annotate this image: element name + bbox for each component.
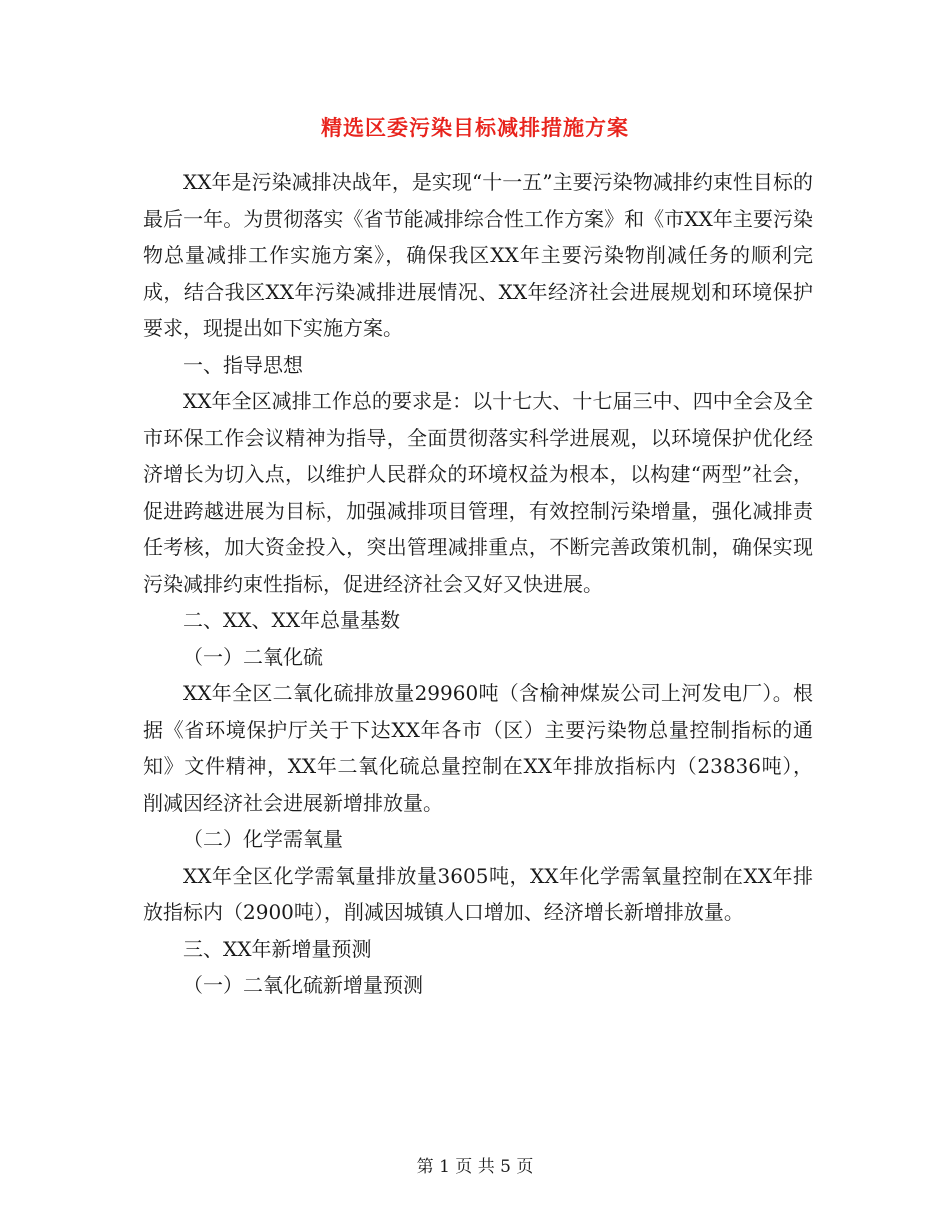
cod-paragraph: XX年全区化学需氧量排放量3605吨，XX年化学需氧量控制在XX年排放指标内（2900吨），削减因城镇人口增加、经济增长新增排放量。 [143,863,813,924]
document-title: 精选区委污染目标减排措施方案 [321,115,629,140]
subheading-cod: （二）化学需氧量 [183,827,343,851]
document-body [143,164,813,1004]
subheading-sulfur-dioxide: （一）二氧化硫 [183,644,323,669]
section-heading-total-base: 二、XX、XX年总量基数 [183,608,400,632]
intro-paragraph: XX年是污染减排决战年，是实现“十一五”主要污染物减排约束性目标的最后一年。为贯彻落实《省节能减排综合性工作方案》和《市XX年主要污染物总量减排工作实施方案》，确保我区XX年主要污染物削减任务的顺利完成，结合我区XX年污染减排进展情况、XX年经济社会进展规划和环境保护要求，现提出如下实施方案。 [143,170,813,340]
section-heading-guiding-ideology: 一、指导思想 [183,352,303,377]
guiding-ideology-paragraph: XX年全区减排工作总的要求是：以十七大、十七届三中、四中全会及全市环保工作会议精神为指导，全面贯彻落实科学进展观，以环境保护优化经济增长为切入点，以维护人民群众的环境权益为根本，以构建“两型”社会，促进跨越进展为目标，加强减排项目管理，有效控制污染增量，强化减排责任考核，加大资金投入，突出管理减排重点，不断完善政策机制，确保实现污染减排约束性指标，促进经济社会又好又快进展。 [143,389,813,596]
subheading-so2-increment-forecast: （一）二氧化硫新增量预测 [183,973,423,997]
section-heading-new-increment-forecast: 三、XX年新增量预测 [183,936,372,961]
page-footer: 第 1 页 共 5 页 [416,1157,534,1177]
sulfur-dioxide-paragraph: XX年全区二氧化硫排放量29960吨（含榆神煤炭公司上河发电厂）。根据《省环境保护厅关于下达XX年各市（区）主要污染物总量控制指标的通知》文件精神，XX年二氧化硫总量控制在XX年排放指标内（23836吨），削减因经济社会进展新增排放量。 [143,681,813,815]
